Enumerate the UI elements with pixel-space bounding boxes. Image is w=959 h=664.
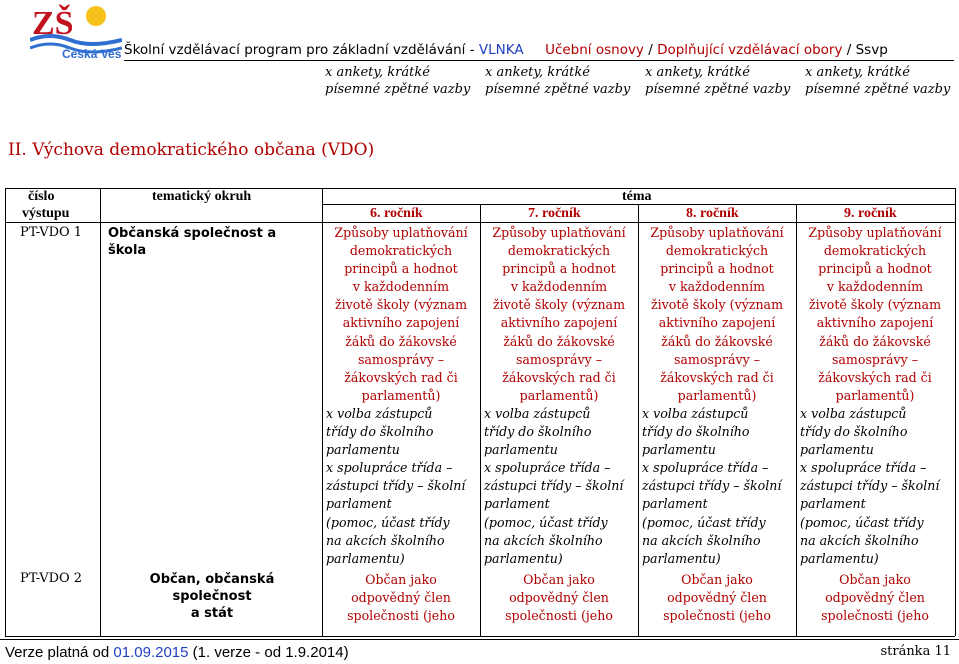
- topic-line: žáků do žákovské: [345, 333, 457, 349]
- footer-divider: [0, 639, 959, 640]
- page-footer: [5, 644, 955, 661]
- document-header: [124, 42, 954, 58]
- topic-line: aktivního zapojení: [342, 315, 460, 331]
- topic-line: aktivního zapojení: [816, 315, 934, 331]
- feedback-cell: [485, 64, 635, 98]
- activity-line: x volba zástupců: [326, 405, 433, 421]
- topic-line: společnosti (jeho: [505, 608, 613, 624]
- thematic-area-line: Občan, občanská společnost: [149, 572, 275, 604]
- topic-line: parlamentů): [361, 387, 441, 403]
- topic-line: samosprávy –: [357, 351, 445, 367]
- header-divider: [124, 60, 954, 61]
- header-prefix: Školní vzdělávací program pro základní vzdělávání -: [124, 42, 479, 58]
- topic-line: žákovských rad či: [818, 369, 932, 385]
- topic-line: životě školy (význam: [808, 297, 942, 313]
- topic-line: samosprávy –: [673, 351, 761, 367]
- table-border: [100, 188, 101, 636]
- thematic-area: [108, 225, 316, 259]
- thematic-area: [108, 571, 316, 622]
- col-header-number: výstupu: [22, 206, 70, 221]
- topic-line: žáků do žákovské: [661, 333, 773, 349]
- topic-line: odpovědný člen: [509, 590, 609, 606]
- topic-line: aktivního zapojení: [658, 315, 776, 331]
- topic-line: demokratických: [507, 243, 611, 259]
- activity-line: x spolupráce třída –: [326, 460, 453, 476]
- logo-name: Česká Ves: [62, 47, 122, 60]
- activity-line: x volba zástupců: [642, 405, 749, 421]
- topic-line: principů a hodnot: [818, 261, 932, 277]
- activity-line: na akcích školního: [484, 532, 603, 548]
- thematic-area-line: Občanská společnost a škola: [108, 226, 277, 258]
- topic-line: společnosti (jeho: [347, 608, 455, 624]
- feedback-cell: [325, 64, 475, 98]
- topic-line: parlamentů): [519, 387, 599, 403]
- activity-line: x spolupráce třída –: [642, 460, 769, 476]
- header-program: VLNKA: [478, 42, 524, 58]
- topic-line: Občan jako: [523, 572, 595, 587]
- topic-cell-grade-6: [326, 571, 476, 625]
- activity-line: zástupci třídy – školní: [800, 478, 940, 494]
- activity-line: (pomoc, účast třídy: [642, 514, 766, 530]
- topic-line: demokratických: [665, 243, 769, 259]
- topic-line: životě školy (význam: [334, 297, 468, 313]
- topic-cell-grade-7: [484, 224, 634, 568]
- section-title: II. Výchova demokratického občana (VDO): [8, 140, 375, 160]
- topic-line: společnosti (jeho: [663, 608, 771, 624]
- topic-cell-grade-9: [800, 571, 950, 625]
- header-separator: /: [643, 42, 658, 58]
- header-school: Ssvp: [855, 42, 888, 58]
- activity-line: (pomoc, účast třídy: [800, 514, 924, 530]
- topic-line: parlamentů): [835, 387, 915, 403]
- topic-line: životě školy (význam: [492, 297, 626, 313]
- activity-line: parlamentu): [800, 550, 879, 566]
- activity-line: zástupci třídy – školní: [642, 478, 782, 494]
- header-gap: [524, 42, 545, 58]
- table-border: [5, 188, 6, 636]
- activity-line: parlamentu: [800, 442, 874, 458]
- topic-line: samosprávy –: [831, 351, 919, 367]
- activity-line: parlament: [484, 496, 550, 512]
- topic-line: principů a hodnot: [502, 261, 616, 277]
- col-header-grade-7: 7. ročník: [528, 206, 581, 221]
- feedback-line: písemné zpětné vazby: [645, 82, 791, 97]
- col-header-grade-8: 8. ročník: [686, 206, 739, 221]
- activity-line: třídy do školního: [800, 424, 908, 440]
- topic-line: žákovských rad či: [344, 369, 458, 385]
- school-logo-graphic: [30, 2, 122, 60]
- activity-line: parlamentu: [484, 442, 558, 458]
- activity-line: třídy do školního: [484, 424, 592, 440]
- topic-line: žákovských rad či: [660, 369, 774, 385]
- topic-line: v každodenním: [352, 279, 450, 295]
- sun-icon: [86, 6, 106, 26]
- activity-line: x volba zástupců: [800, 405, 907, 421]
- curriculum-table: [0, 188, 959, 636]
- topic-line: parlamentů): [677, 387, 757, 403]
- col-header-theme: téma: [622, 189, 652, 204]
- activity-line: třídy do školního: [326, 424, 434, 440]
- feedback-cell: [805, 64, 955, 98]
- feedback-line: x ankety, krátké: [485, 65, 590, 80]
- table-border: [480, 204, 481, 636]
- version-suffix: (1. verze - od 1.9.2014): [188, 644, 349, 661]
- topic-line: Způsoby uplatňování: [808, 225, 942, 240]
- table-border: [322, 188, 323, 636]
- activity-line: (pomoc, účast třídy: [326, 514, 450, 530]
- logo-initials: ZŠ: [32, 5, 74, 42]
- activity-line: na akcích školního: [642, 532, 761, 548]
- activity-line: parlament: [642, 496, 708, 512]
- col-header-topic: tematický okruh: [152, 189, 252, 204]
- topic-line: žáků do žákovské: [819, 333, 931, 349]
- activity-line: parlament: [800, 496, 866, 512]
- activity-line: parlamentu: [326, 442, 400, 458]
- topic-line: v každodenním: [510, 279, 608, 295]
- table-border: [796, 204, 797, 636]
- page-number: stránka 11: [880, 644, 951, 659]
- header-separator: /: [842, 42, 856, 58]
- feedback-line: x ankety, krátké: [325, 65, 430, 80]
- topic-line: Způsoby uplatňování: [650, 225, 784, 240]
- thematic-area-line: a stát: [190, 606, 234, 621]
- topic-cell-grade-8: [642, 571, 792, 625]
- activity-line: zástupci třídy – školní: [326, 478, 466, 494]
- table-border: [955, 188, 956, 636]
- topic-line: žákovských rad či: [502, 369, 616, 385]
- table-border: [5, 188, 955, 189]
- topic-line: Občan jako: [681, 572, 753, 587]
- topic-line: odpovědný člen: [667, 590, 767, 606]
- activity-line: na akcích školního: [326, 532, 445, 548]
- activity-line: x spolupráce třída –: [800, 460, 927, 476]
- version-prefix: Verze platná od: [5, 644, 114, 661]
- col-header-grade-9: 9. ročník: [844, 206, 897, 221]
- feedback-line: x ankety, krátké: [805, 65, 910, 80]
- topic-line: Způsoby uplatňování: [334, 225, 468, 240]
- topic-cell-grade-8: [642, 224, 792, 568]
- topic-line: principů a hodnot: [660, 261, 774, 277]
- topic-line: Občan jako: [839, 572, 911, 587]
- table-border: [638, 204, 639, 636]
- activity-line: parlamentu): [326, 550, 405, 566]
- output-code: PT-VDO 2: [20, 571, 83, 586]
- topic-cell-grade-9: [800, 224, 950, 568]
- topic-line: Způsoby uplatňování: [492, 225, 626, 240]
- feedback-line: písemné zpětné vazby: [805, 82, 951, 97]
- activity-line: zástupci třídy – školní: [484, 478, 624, 494]
- topic-line: žáků do žákovské: [503, 333, 615, 349]
- topic-line: demokratických: [823, 243, 927, 259]
- header-section: Učební osnovy: [545, 42, 644, 58]
- topic-line: Občan jako: [365, 572, 437, 587]
- activity-line: parlamentu: [642, 442, 716, 458]
- topic-cell-grade-7: [484, 571, 634, 625]
- topic-line: v každodenním: [668, 279, 766, 295]
- activity-line: x volba zástupců: [484, 405, 591, 421]
- col-header-grade-6: 6. ročník: [370, 206, 423, 221]
- topic-line: aktivního zapojení: [500, 315, 618, 331]
- activity-line: parlament: [326, 496, 392, 512]
- school-logo: [30, 2, 122, 60]
- activity-line: třídy do školního: [642, 424, 750, 440]
- feedback-cell: [645, 64, 795, 98]
- activity-line: parlamentu): [484, 550, 563, 566]
- topic-line: v každodenním: [826, 279, 924, 295]
- header-subsection: Doplňující vzdělávací obory: [657, 42, 843, 58]
- feedback-line: písemné zpětné vazby: [325, 82, 471, 97]
- version-date: 01.09.2015: [113, 644, 189, 661]
- activity-line: na akcích školního: [800, 532, 919, 548]
- topic-line: samosprávy –: [515, 351, 603, 367]
- activity-line: parlamentu): [642, 550, 721, 566]
- topic-line: principů a hodnot: [344, 261, 458, 277]
- topic-line: životě školy (význam: [650, 297, 784, 313]
- topic-line: odpovědný člen: [351, 590, 451, 606]
- topic-cell-grade-6: [326, 224, 476, 568]
- activity-line: x spolupráce třída –: [484, 460, 611, 476]
- topic-line: demokratických: [349, 243, 453, 259]
- col-header-number: číslo: [28, 189, 55, 204]
- feedback-row: [0, 64, 959, 100]
- feedback-line: písemné zpětné vazby: [485, 82, 631, 97]
- output-code: PT-VDO 1: [20, 225, 83, 240]
- activity-line: (pomoc, účast třídy: [484, 514, 608, 530]
- table-border: [5, 636, 955, 637]
- feedback-line: x ankety, krátké: [645, 65, 750, 80]
- topic-line: odpovědný člen: [825, 590, 925, 606]
- topic-line: společnosti (jeho: [821, 608, 929, 624]
